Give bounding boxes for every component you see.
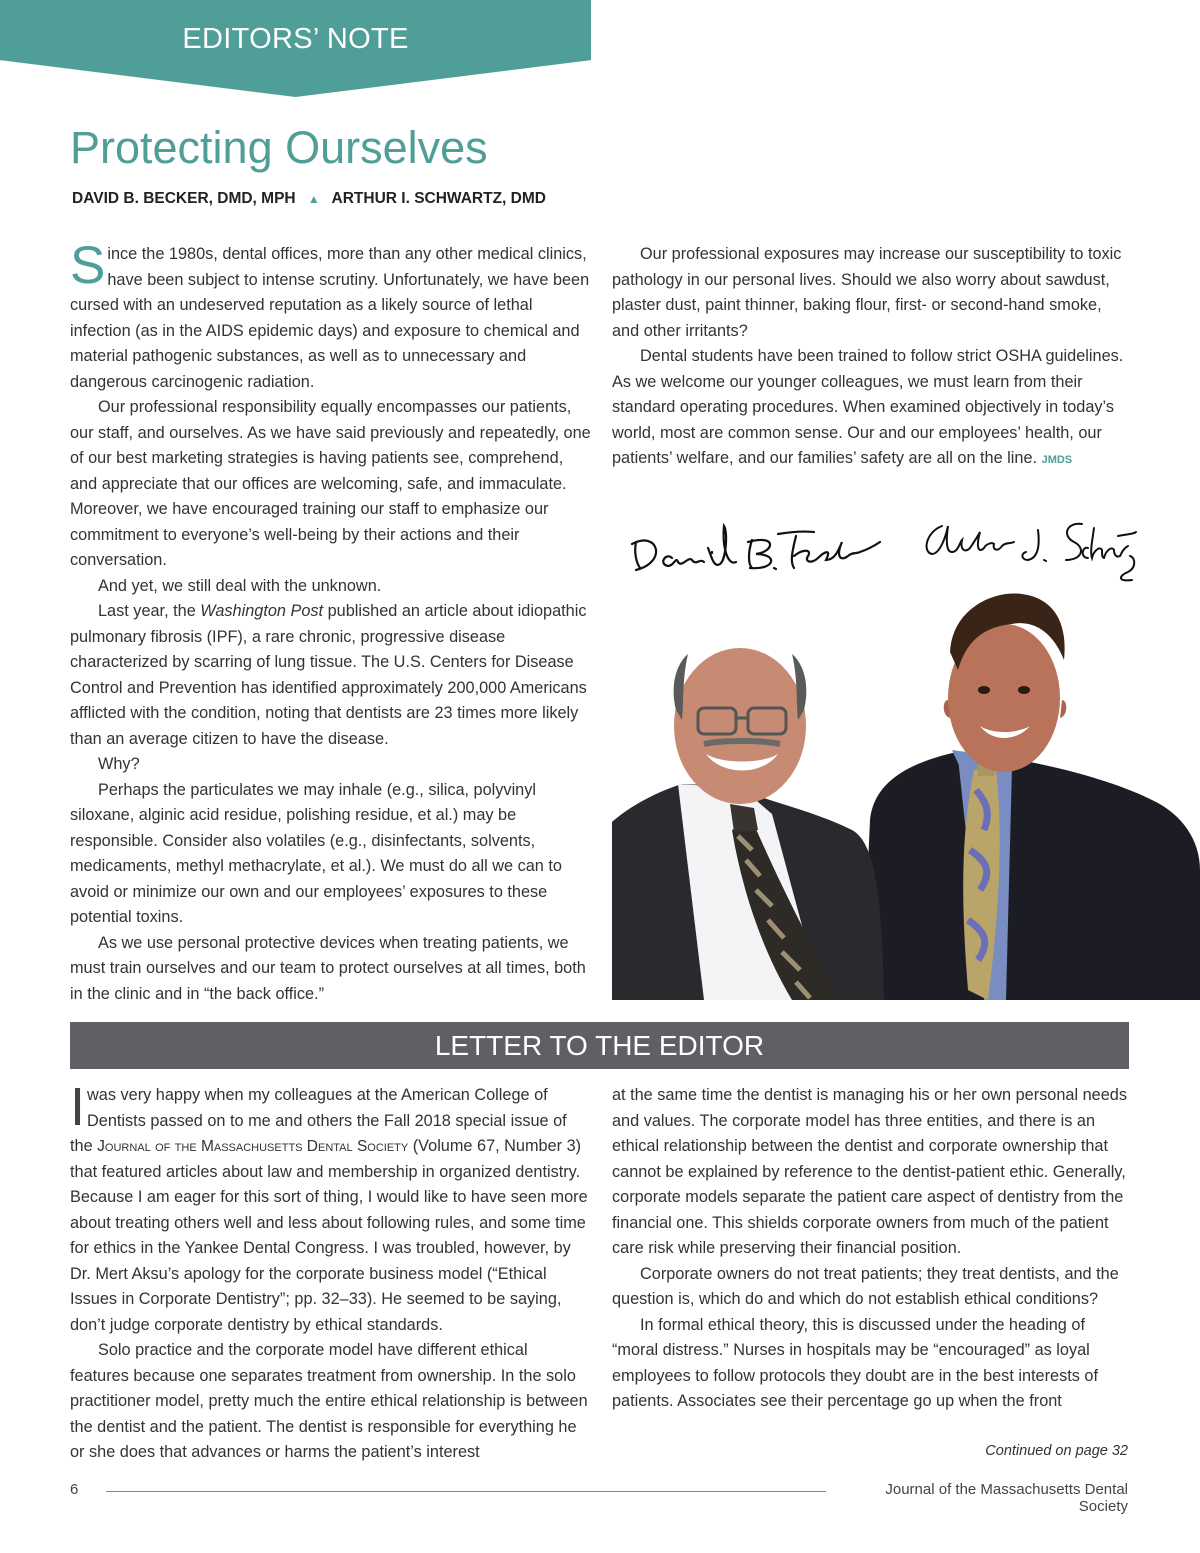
paragraph: As we use personal protective devices when treating patients, we must train ourselves and our team to protect ourselves at all times, both in the clinic and in “the back office.”: [70, 933, 586, 1003]
signature-becker: [628, 512, 888, 584]
journal-name: Journal of the Massachusetts Dental Society: [97, 1138, 409, 1155]
paragraph: Last year, the Washington Post published an article about idiopathic pulmonary fibrosis (IPF), a rare chronic, progressive disease characterized by scarring of lung tissue. The U.S. Centers for Disease Control and Prevention has identified approximately 200,000 Americans afflicted with the condition, noting that dentists are 23 times more likely than an average citizen to have the disease.: [70, 602, 587, 748]
footer-rule: [106, 1491, 826, 1492]
editors-note-right-column: [612, 242, 1124, 474]
section-banner-label: EDITORS’ NOTE: [182, 23, 409, 55]
paragraph: at the same time the dentist is managing his or her own personal needs and values. The corporate model has three entities, and there is an ethical relationship between the dentist and corporate ownership that cannot be explained by reference to the dentist-patient ethic. Generally, corporate models separate the patient care aspect of dentistry from the financial one. This shields corporate owners from much of the patient care risk while preserving their financial position.: [612, 1086, 1127, 1257]
paragraph: Perhaps the particulates we may inhale (e.g., silica, polyvinyl siloxane, alginic acid residue, polishing residue, et al.) may be responsible. Consider also volatiles (e.g., disinfectants, solvents, medicaments, methyl methacrylate, et al.). We must do all we can to avoid or minimize our own and our employees’ exposures to these potential toxins.: [70, 780, 562, 926]
paragraph: Since the 1980s, dental offices, more than any other medical clinics, have been subject to intense scrutiny. Unfortunately, we have been cursed with an undeserved reputation as a likely source of lethal infection (as in the AIDS epidemic days) and exposure to chemical and material pathogenic substances, as well as to unnecessary and dangerous carcinogenic radiation.: [70, 236, 590, 391]
triangle-separator-icon: ▲: [307, 192, 320, 206]
letter-section-heading: LETTER TO THE EDITOR: [70, 1022, 1129, 1069]
paragraph: And yet, we still deal with the unknown.: [98, 576, 382, 595]
paragraph: Corporate owners do not treat patients; they treat dentists, and the question is, which do and which do not establish ethical conditions?: [612, 1264, 1119, 1308]
footer-journal-name: Journal of the Massachusetts Dental Society: [885, 1481, 1128, 1515]
letter-right-column: [612, 1083, 1132, 1415]
paragraph: Solo practice and the corporate model have different ethical features because one separates treatment from ownership. In the solo practitioner model, pretty much the entire ethical relationship is between the dentist and the patient. The dentist is responsible for everything he or she does that advances or harms the patient’s interest: [70, 1341, 588, 1461]
paragraph: Our professional exposures may increase our susceptibility to toxic pathology in our personal lives. Should we also worry about sawdust, plaster dust, paint thinner, baking flour, first- or second-hand smoke, and other irritants?: [612, 245, 1122, 340]
jmds-end-mark: JMDS: [1041, 454, 1073, 466]
editors-note-left-column: [70, 236, 592, 1007]
author-1: DAVID B. BECKER, DMD, MPH: [72, 190, 296, 207]
paragraph: Why?: [98, 755, 140, 773]
drop-cap: S: [70, 236, 106, 295]
drop-cap: I: [70, 1077, 86, 1137]
letter-left-column: [70, 1077, 588, 1466]
editors-photo: [612, 590, 1200, 1000]
article-authors: [72, 190, 546, 208]
continued-note: Continued on page 32: [985, 1443, 1128, 1459]
page-number: 6: [70, 1481, 79, 1498]
article-title: Protecting Ourselves: [70, 122, 488, 173]
paragraph: I was very happy when my colleagues at the American College of Dentists passed on to me and others the Fall 2018 special issue of the Journal of the Massachusetts Dental Society (Volume 67, Number 3) that featured articles about law and membership in organized dentistry. Because I am eager for this sort of thing, I would like to have seen more about treating others well and less about following rules, and some time for ethics in the Yankee Dental Congress. I was troubled, however, by Dr. Mert Aksu’s apology for the corporate business model (“Ethical Issues in Corporate Dentistry”; pp. 32–33). He seemed to be saying, don’t judge corporate dentistry by ethical standards.: [70, 1077, 588, 1334]
signature-schwartz: [922, 512, 1142, 584]
author-2: ARTHUR I. SCHWARTZ, DMD: [331, 190, 546, 207]
paragraph: Dental students have been trained to follow strict OSHA guidelines. As we welcome our younger colleagues, we must learn from their standard operating procedures. When examined objectively in today’s world, most are common sense. Our and our employees’ health, our patients’ welfare, and our families’ safety are all on the line. JMDS: [612, 347, 1124, 467]
paragraph: Our professional responsibility equally encompasses our patients, our staff, and ourselves. As we have said previously and repeatedly, one of our best marketing strategies is having patients see, comprehend, and appreciate that our offices are welcoming, safe, and immaculate. Moreover, we have encouraged training our staff to emphasize our commitment to everyone’s well-being by their actions and their conversation.: [70, 398, 591, 569]
paragraph: In formal ethical theory, this is discussed under the heading of “moral distress.” Nurses in hospitals may be “encouraged” as loyal employees to follow protocols they doubt are in the best interests of patients. Associates see their percentage go up when the front: [612, 1315, 1098, 1410]
